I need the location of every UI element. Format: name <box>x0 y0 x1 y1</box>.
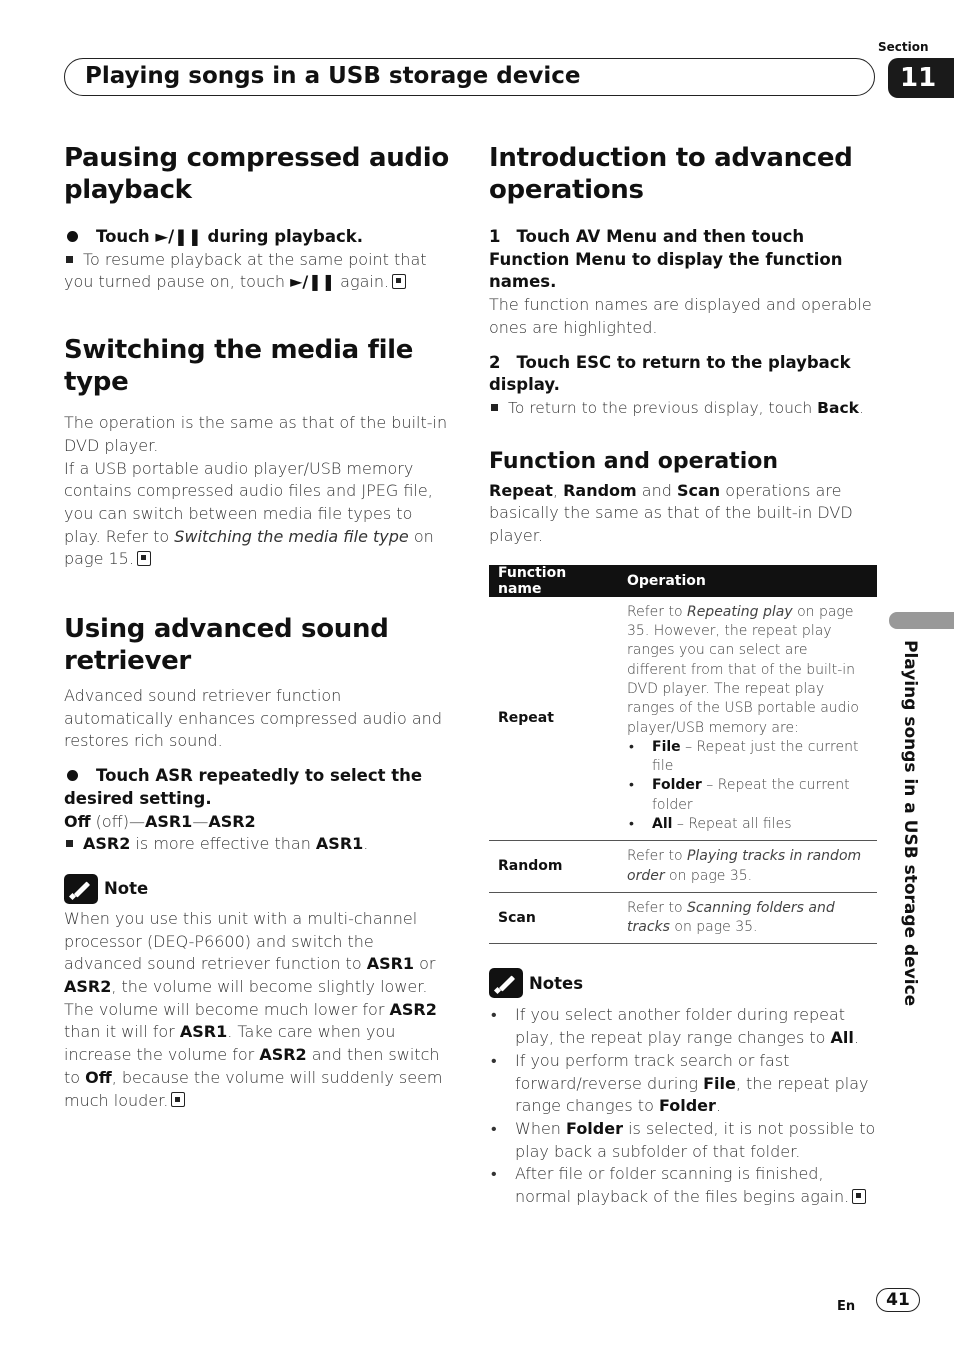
page-number: 41 <box>876 1288 920 1312</box>
function-table <box>489 565 877 945</box>
pause-step: Touch ►/❚❚ during playback. <box>64 226 452 249</box>
heading-asr: Using advanced sound retriever <box>64 614 389 677</box>
page-title: Playing songs in a USB storage device <box>85 63 581 89</box>
heading-switching: Switching the media file type <box>64 335 414 398</box>
play-pause-icon: ►/❚❚ <box>290 272 336 292</box>
square-bullet-icon <box>66 840 73 847</box>
asr-note: ASR2 is more effective than ASR1. <box>64 833 452 856</box>
bullet-icon <box>67 231 78 242</box>
function-name-cell: Repeat <box>489 597 618 841</box>
end-mark-icon <box>137 551 151 566</box>
list-item: • File – Repeat just the current file <box>627 738 868 777</box>
list-item: • Folder – Repeat the current folder <box>627 776 868 815</box>
notes-header: Notes <box>489 968 877 998</box>
list-item: • If you select another folder during repeat play, the repeat play range changes to All. <box>489 1004 877 1049</box>
asr-step: Touch ASR repeatedly to select the desired setting. <box>64 766 423 808</box>
end-mark-icon <box>392 274 406 289</box>
intro-step2: 2 Touch ESC to return to the playback display. <box>489 352 851 395</box>
switch-para2: If a USB portable audio player/USB memory contains compressed audio files and JPEG file, you can switch between media file types to play. Refer to Switching the media file type on page 15. <box>64 458 434 569</box>
page-reference: Switching the media file type <box>174 526 409 546</box>
switch-para1: The operation is the same as that of the built-in DVD player. <box>64 413 448 455</box>
table-row <box>489 841 877 893</box>
intro-step2-note: To return to the previous display, touch Back. <box>489 397 877 420</box>
list-item: • All – Repeat all files <box>627 815 868 834</box>
table-header-operation: Operation <box>618 565 877 597</box>
side-tab-label: Playing songs in a USB storage device <box>900 640 920 1007</box>
intro-step1-desc: The function names are displayed and operable ones are highlighted. <box>489 295 872 337</box>
heading-function: Function and operation <box>489 448 779 474</box>
table-row <box>489 597 877 841</box>
square-bullet-icon <box>491 404 498 411</box>
function-para: Repeat, Random and Scan operations are basically the same as that of the built-in DVD player. <box>489 480 853 546</box>
function-name-cell: Random <box>489 841 618 893</box>
end-mark-icon <box>852 1189 866 1204</box>
asr-para: Advanced sound retriever function automatically enhances compressed audio and restores rich sound. <box>64 686 442 751</box>
section-label: Section <box>878 40 929 54</box>
pencil-note-icon <box>64 874 98 904</box>
repeat-range-list <box>627 738 868 834</box>
side-tab-marker <box>889 612 954 629</box>
square-bullet-icon <box>66 256 73 263</box>
table-header-function-name: Function name <box>489 565 618 597</box>
page-header <box>64 58 875 96</box>
list-item: • When Folder is selected, it is not possible to play back a subfolder of that folder. <box>489 1118 877 1163</box>
note-text: When you use this unit with a multi-channel processor (DEQ-P6600) and switch the advanced sound retriever function to ASR1 or ASR2, the volume will become slightly lower. The volume will become much lower for ASR2 than it will for ASR1. Take care when you increase the volume for ASR2 and then switch to Off, because the volume will suddenly seem much louder. <box>64 908 443 1110</box>
notes-list <box>489 1004 877 1208</box>
footer-language: En <box>837 1299 856 1314</box>
operation-cell: Refer to Scanning folders and tracks on page 35. <box>618 892 877 944</box>
operation-cell: Refer to Playing tracks in random order on page 35. <box>618 841 877 893</box>
note-header: Note <box>64 874 452 904</box>
play-pause-icon: ►/❚❚ <box>155 227 202 246</box>
left-column <box>64 142 452 1112</box>
pause-note: To resume playback at the same point that you turned pause on, touch ►/❚❚ again. <box>64 249 427 292</box>
heading-pausing: Pausing compressed audio playback <box>64 143 449 205</box>
operation-cell: Refer to Repeating play on page 35. However, the repeat play ranges you can select are different from that of the built-in DVD player. The repeat play ranges of the USB portable audio player/USB memory are: • File – Repeat just the current file • Folder – Repeat the current folder • All – Repeat all files <box>618 597 877 841</box>
asr-options: Off (off)—ASR1—ASR2 <box>64 811 256 831</box>
right-column <box>489 142 877 1209</box>
list-item: • After file or folder scanning is finished, normal playback of the files begins again. <box>489 1163 877 1208</box>
end-mark-icon <box>171 1092 185 1107</box>
list-item: • If you perform track search or fast forward/reverse during File, the repeat play range changes to Folder. <box>489 1050 877 1118</box>
function-name-cell: Scan <box>489 892 618 944</box>
table-row <box>489 892 877 944</box>
section-number: 11 <box>888 58 954 98</box>
table-header-row <box>489 565 877 597</box>
pencil-note-icon <box>489 968 523 998</box>
bullet-icon <box>67 770 78 781</box>
heading-intro: Introduction to advanced operations <box>489 143 853 205</box>
intro-step1: 1 Touch AV Menu and then touch Function Menu to display the function names. <box>489 227 843 292</box>
